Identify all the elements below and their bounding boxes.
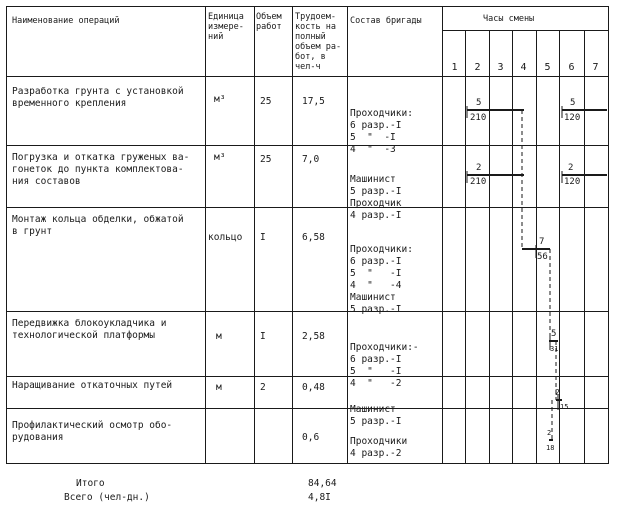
operation-cell: Передвижка блокоукладчика и технологической платформы: [12, 318, 167, 341]
operation-cell: Профилактический осмотр обо- рудования: [12, 420, 173, 443]
bar-minutes: 120: [564, 177, 581, 187]
unit-cell: м³: [214, 94, 226, 105]
hour-number: 7: [592, 62, 599, 73]
labor-cell: 7,0: [302, 154, 320, 165]
bar-minutes: 210: [470, 177, 487, 187]
bar-workers: 7: [539, 237, 545, 247]
total-label: Всего (чел-дн.): [64, 492, 150, 503]
bar-workers: 2: [568, 163, 574, 173]
hour-number: 6: [568, 62, 575, 73]
unit-cell: м: [216, 331, 222, 342]
volume-cell: 25: [260, 154, 272, 165]
volume-cell: 2: [260, 382, 266, 393]
total-value: 4,8I: [308, 492, 331, 503]
unit-cell: кольцо: [208, 232, 243, 243]
crew-cell: Проходчики 4 разр.-2: [350, 436, 408, 459]
crew-cell: Проходчики: 6 разр.-I 5 " -I 4 " -3: [350, 108, 413, 155]
header-crew: Состав бригады: [350, 16, 422, 26]
volume-cell: I: [260, 331, 266, 342]
header-hours: Часы смены: [483, 14, 535, 24]
subtotal-label: Итого: [76, 478, 105, 489]
hour-number: 5: [544, 62, 551, 73]
bar-workers: 5: [476, 98, 482, 108]
operation-cell: Наращивание откаточных путей: [12, 380, 173, 391]
crew-cell: Проходчики:- 6 разр.-I 5 " -I 4 " -2: [350, 342, 419, 389]
crew-cell: Проходчики: 6 разр.-I 5 " -I 4 " -4 Машинист 5 разр.-I: [350, 244, 413, 315]
labor-cell: 6,58: [302, 232, 325, 243]
bar-workers: 2: [476, 163, 482, 173]
bar-minutes: 15: [560, 403, 569, 411]
header-unit: Единица измере- ний: [208, 12, 244, 42]
volume-cell: I: [260, 232, 266, 243]
hour-number: 4: [520, 62, 527, 73]
bar-minutes: 120: [564, 113, 581, 123]
crew-cell: Машинист 5 разр.-I: [350, 404, 402, 427]
operation-cell: Разработка грунта с установкой временного крепления: [12, 86, 184, 109]
bar-minutes: 18: [546, 444, 555, 452]
labor-cell: 2,58: [302, 331, 325, 342]
bar-workers: 5: [551, 329, 557, 339]
bar-workers: 5: [570, 98, 576, 108]
hour-number: 1: [451, 62, 458, 73]
operation-cell: Монтаж кольца обделки, обжатой в грунт: [12, 214, 184, 237]
bar-workers: 2: [555, 388, 560, 397]
labor-cell: 0,6: [302, 432, 320, 443]
unit-cell: м: [216, 382, 222, 393]
bar-minutes: 56: [537, 252, 548, 262]
header-operation: Наименование операций: [12, 16, 120, 26]
labor-cell: 0,48: [302, 382, 325, 393]
hour-number: 3: [497, 62, 504, 73]
subtotal-value: 84,64: [308, 478, 337, 489]
header-volume: Объем работ: [256, 12, 282, 32]
labor-cell: 17,5: [302, 96, 325, 107]
hour-number: 2: [474, 62, 481, 73]
bar-minutes: 210: [470, 113, 487, 123]
bar-workers: 2: [547, 429, 552, 437]
unit-cell: м³: [214, 152, 226, 163]
operation-cell: Погрузка и откатка груженых ва- гонеток до пункта комплектова- ния составов: [12, 152, 190, 187]
header-labor: Трудоем- кость на полный объем ра- бот, в чел-ч: [295, 12, 342, 72]
bar-minutes: 31: [550, 345, 559, 353]
volume-cell: 25: [260, 96, 272, 107]
crew-cell: Машинист 5 разр.-I Проходчик 4 разр.-I: [350, 174, 402, 221]
